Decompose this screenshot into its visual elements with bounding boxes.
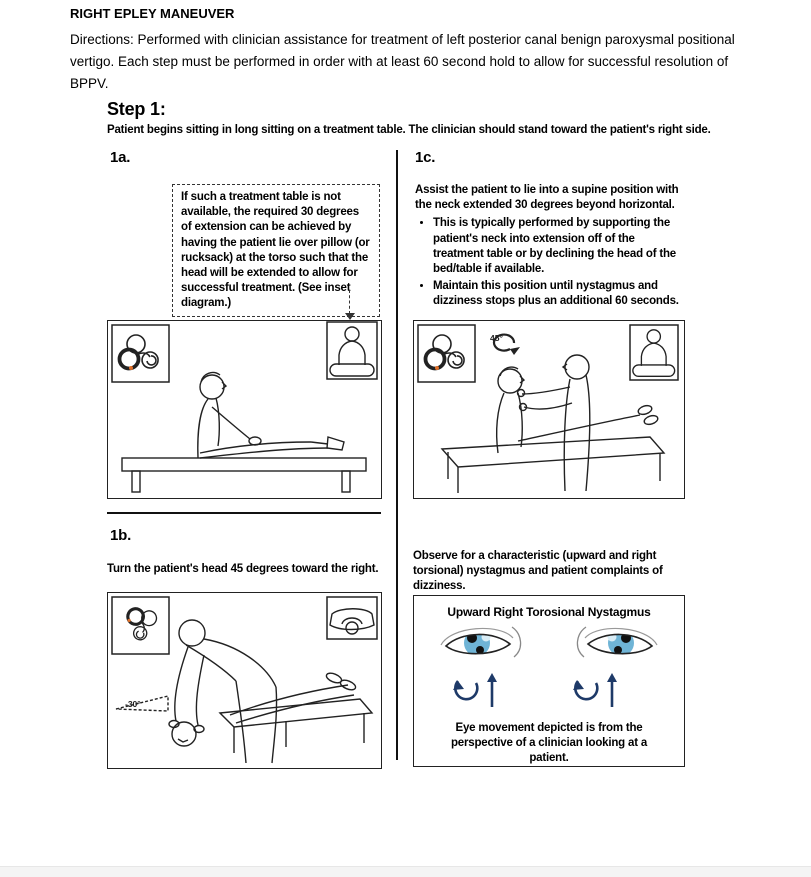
torsion-up-arrows-icon [453, 673, 497, 707]
right-eye-icon [577, 627, 657, 657]
angle-label-30: -30° [125, 699, 141, 709]
label-1c: 1c. [415, 149, 436, 166]
viewer-footer-bar [0, 866, 811, 877]
angle-label-45: 45° [490, 333, 503, 343]
figure-1c-supine-assist [413, 320, 685, 499]
patient-over-pillow-icon [330, 327, 374, 376]
instruction-1c-bullets [415, 216, 687, 309]
section-1c-text [415, 183, 687, 311]
bullet-support-neck: • This is typically performed by supporting the patient's neck into extension off of the treatment table or by declining the head of the bed/table if available. [433, 216, 687, 277]
nystagmus-title: Upward Right Torosional Nystagmus [447, 605, 651, 619]
inner-ear-icon [125, 603, 162, 642]
inset-pointer-line [349, 290, 350, 314]
torsion-up-arrows-icon [573, 673, 617, 707]
inset-pointer-arrow-icon [345, 313, 355, 320]
inner-ear-icon [120, 335, 159, 370]
instruction-1c-intro: Assist the patient to lie into a supine position with the neck extended 30 degrees beyond horizontal. [415, 184, 679, 212]
directions-text: Directions: Performed with clinician assistance for treatment of left posterior canal benign paroxysmal positional vertigo. Each step must be performed in order with at least 60 second hold to allow for successful resolution of BPPV. [70, 32, 735, 91]
patient-long-sitting-drawing [122, 373, 366, 492]
column-divider [396, 150, 398, 760]
instruction-1b: Turn the patient's head 45 degrees toward the right. [107, 563, 379, 575]
patient-overhead-icon [330, 609, 374, 634]
label-1a: 1a. [110, 149, 131, 166]
rotation-45-icon [490, 333, 520, 355]
figure-1b-head-turn [107, 592, 382, 769]
figure-1a-long-sitting [107, 320, 382, 499]
step1-description: Patient begins sitting in long sitting on a treatment table. The clinician should stand toward the patient's right side. [107, 124, 711, 136]
page-title: RIGHT EPLEY MANEUVER [70, 6, 235, 21]
left-eye-icon [441, 627, 521, 657]
figure-1a-art [108, 321, 378, 495]
pillow-inset-frame [630, 325, 678, 380]
figure-1b-art [108, 593, 378, 765]
bullet-maintain-position: • Maintain this position until nystagmus and dizziness stops plus an additional 60 seconds. [433, 279, 687, 309]
inset-note-box: If such a treatment table is not available, the required 30 degrees of extension can be achieved by having the patient lie over pillow (or rucksack) at the torso such that the head will be extended to allow for successful treatment. (See inset diagram.) [172, 184, 380, 317]
step1-heading: Step 1: [107, 99, 166, 119]
inner-ear-inset-frame [112, 597, 169, 654]
pillow-inset-frame [327, 322, 377, 379]
nystagmus-box [413, 595, 685, 767]
nystagmus-caption: Eye movement depicted is from the perspective of a clinician looking at a patient. [450, 722, 648, 764]
nystagmus-eyes-art [416, 619, 682, 714]
observe-note: Observe for a characteristic (upward and right torsional) nystagmus and patient complaints of dizziness. [413, 550, 663, 593]
clinician-turning-head-drawing [116, 620, 372, 763]
inner-ear-icon [426, 335, 465, 370]
figure-1c-art [414, 321, 681, 495]
section-divider [107, 512, 381, 514]
label-1b: 1b. [110, 527, 132, 544]
patient-over-pillow-icon [633, 330, 675, 377]
